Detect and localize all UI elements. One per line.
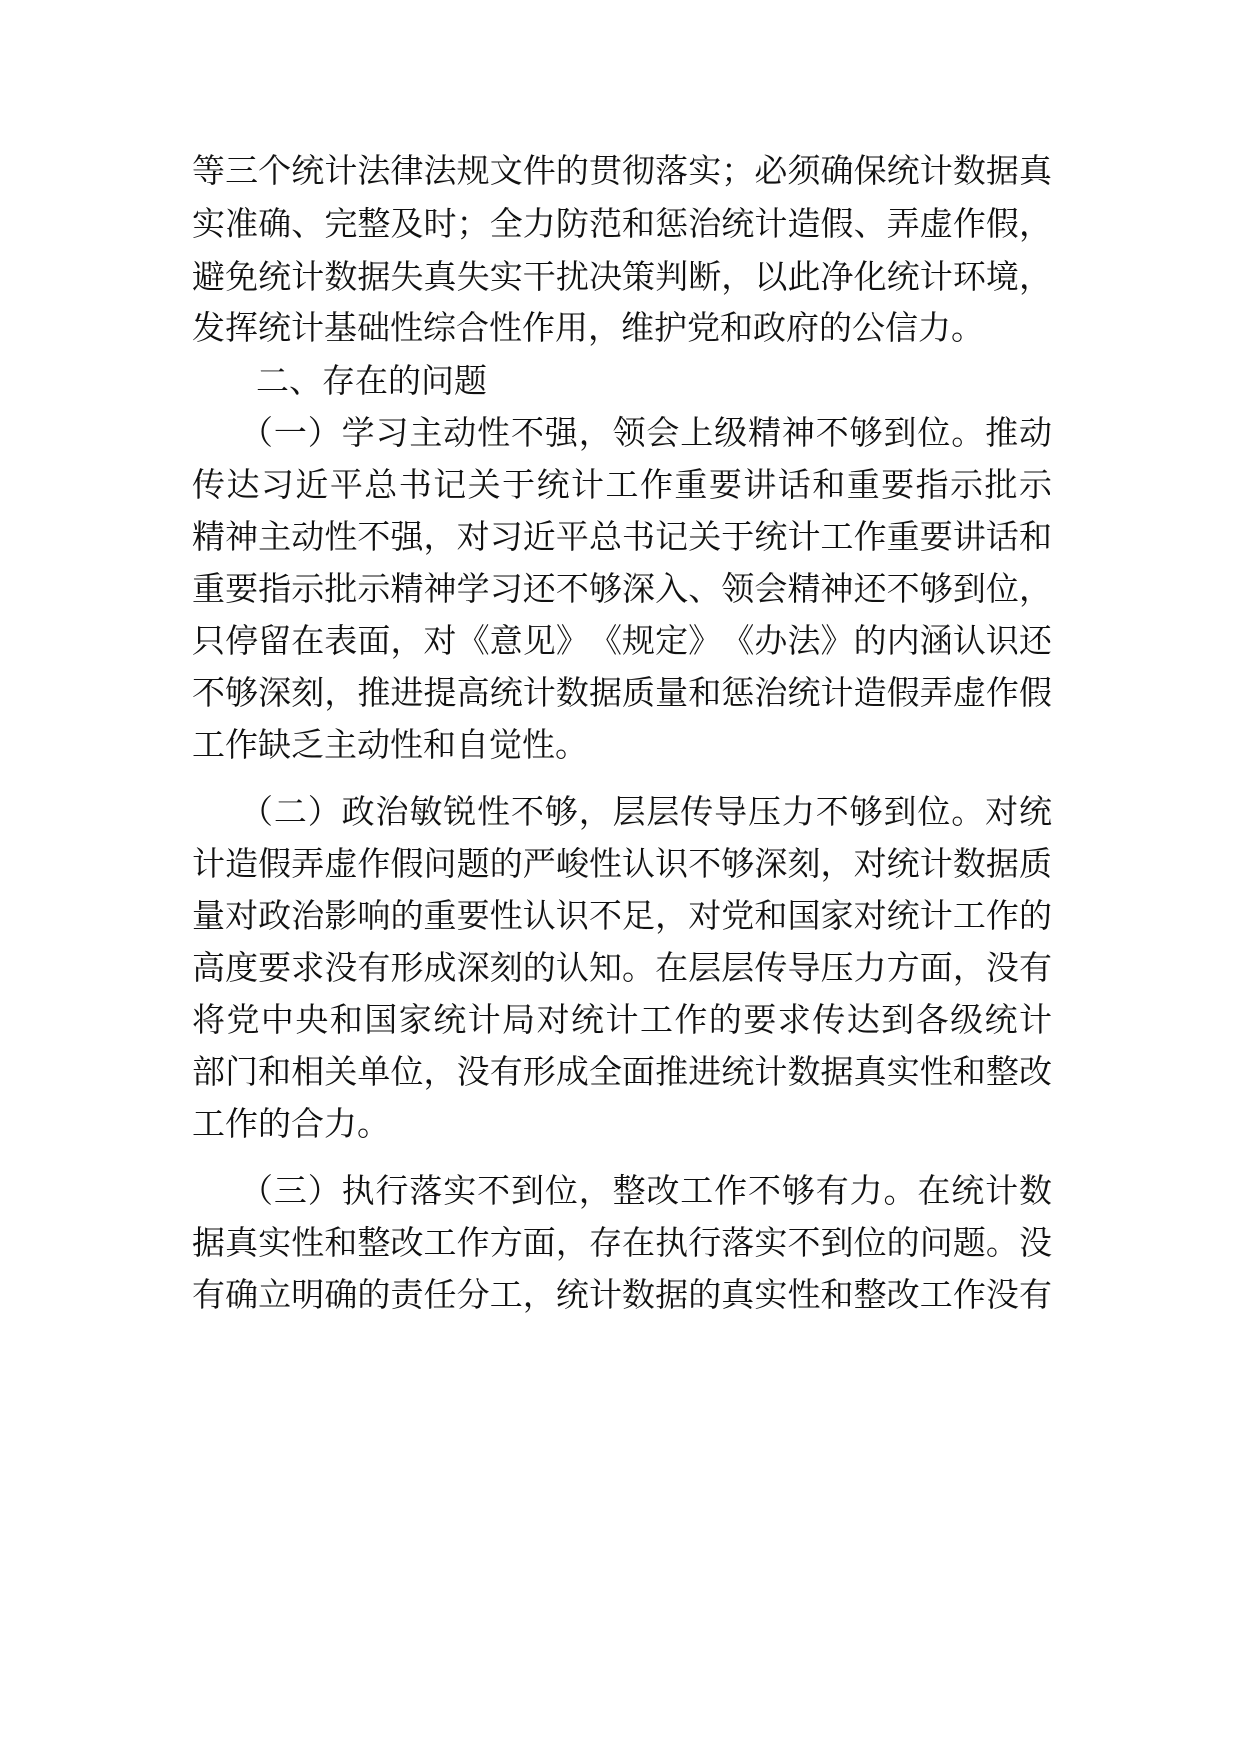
intro-line-4: 发挥统计基础性综合性作用，维护党和政府的公信力。: [192, 308, 984, 347]
issue-2-line-1: （二）政治敏锐性不够，层层传导压力不够到位。对统: [240, 792, 1052, 831]
issue-1-line-7: 工作缺乏主动性和自觉性。: [192, 725, 588, 764]
issue-1-line-4: 重要指示批示精神学习还不够深入、领会精神还不够到位，: [192, 569, 1052, 608]
intro-line-2: 实准确、完整及时；全力防范和惩治统计造假、弄虚作假，: [192, 204, 1052, 243]
intro-line-3: 避免统计数据失真失实干扰决策判断，以此净化统计环境，: [192, 257, 1052, 296]
issue-2-line-5: 将党中央和国家统计局对统计工作的要求传达到各级统计: [192, 1000, 1052, 1039]
intro-line-1: 等三个统计法律法规文件的贯彻落实；必须确保统计数据真: [192, 151, 1052, 190]
issue-2-line-4: 高度要求没有形成深刻的认知。在层层传导压力方面，没有: [192, 948, 1052, 987]
issue-1-line-6: 不够深刻，推进提高统计数据质量和惩治统计造假弄虚作假: [192, 673, 1052, 712]
issue-2-line-3: 量对政治影响的重要性认识不足，对党和国家对统计工作的: [192, 896, 1052, 935]
section-heading: 二、存在的问题: [256, 361, 487, 400]
issue-1-line-1: （一）学习主动性不强，领会上级精神不够到位。推动: [240, 413, 1052, 452]
issue-1-line-5: 只停留在表面，对《意见》 《规定》 《办法》的内涵认识还: [192, 621, 1052, 660]
issue-1-line-2: 传达习近平总书记关于统计工作重要讲话和重要指示批示: [192, 465, 1052, 504]
issue-2-line-2: 计造假弄虚作假问题的严峻性认识不够深刻，对统计数据质: [192, 844, 1052, 883]
issue-3-line-1: （三）执行落实不到位，整改工作不够有力。在统计数: [240, 1171, 1052, 1210]
issue-2-line-6: 部门和相关单位，没有形成全面推进统计数据真实性和整改: [192, 1052, 1052, 1091]
issue-3-line-2: 据真实性和整改工作方面，存在执行落实不到位的问题。没: [192, 1223, 1052, 1262]
issue-2-line-7: 工作的合力。: [192, 1104, 390, 1143]
issue-3-line-3: 有确立明确的责任分工，统计数据的真实性和整改工作没有: [192, 1275, 1052, 1314]
issue-1-line-3: 精神主动性不强，对习近平总书记关于统计工作重要讲话和: [192, 517, 1052, 556]
